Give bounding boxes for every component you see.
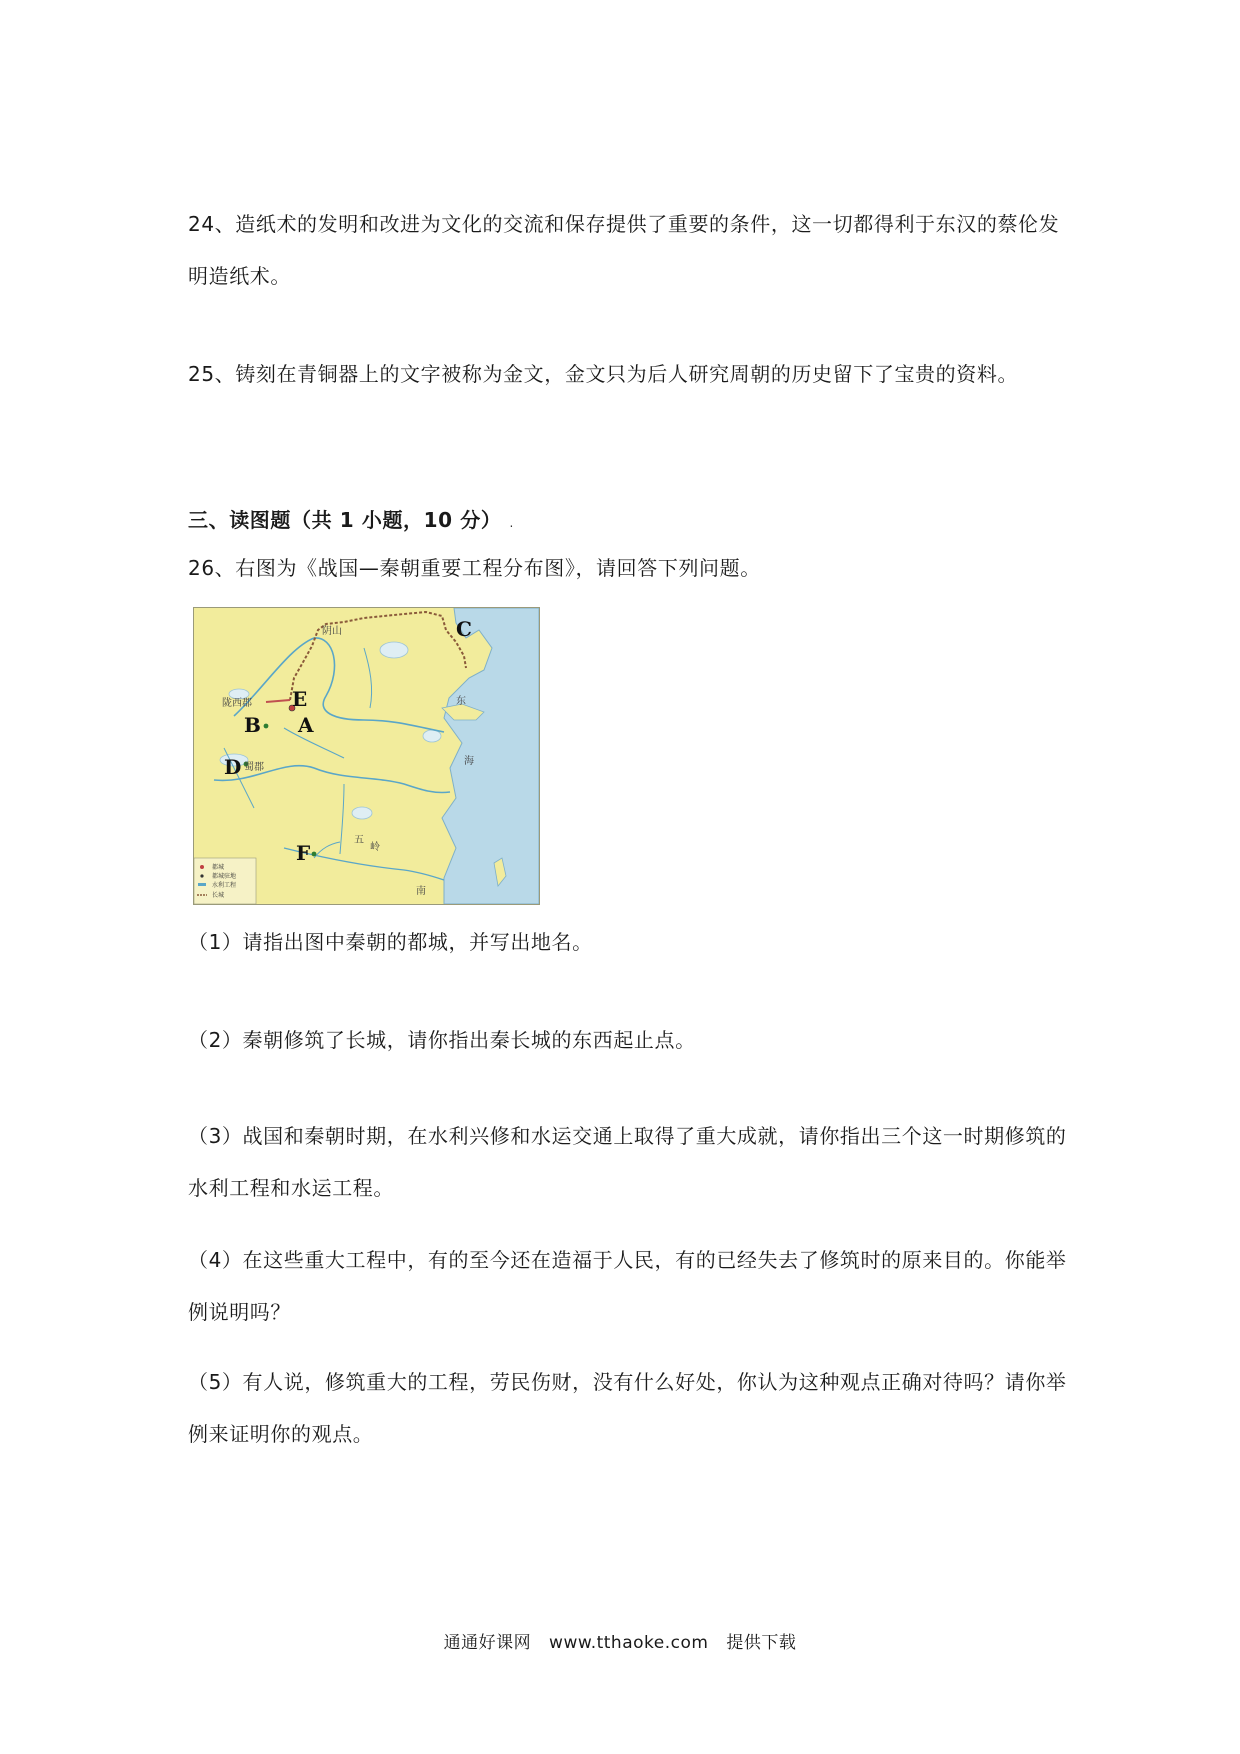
- map-river-yellow: [234, 638, 444, 732]
- question-25: 25、铸刻在青铜器上的文字被称为金文，金文只为后人研究周朝的历史留下了宝贵的资料。: [188, 362, 1019, 386]
- question-26-intro: 26、右图为《战国—秦朝重要工程分布图》，请回答下列问题。: [188, 556, 761, 580]
- question-24: 24、造纸术的发明和改进为文化的交流和保存提供了重要的条件，这一切都得利于东汉的蔡伦发明造纸术。: [188, 212, 1060, 288]
- section-3-title: [188, 494, 1068, 549]
- map-figure: [194, 608, 539, 904]
- map-place-wuling-1: 五: [354, 835, 364, 846]
- map-legend-seat: 都城驻地: [212, 873, 237, 880]
- map-site-marker-b: [264, 724, 269, 729]
- map-river-north: [364, 648, 372, 708]
- map-river-han: [284, 728, 344, 758]
- map-sea-label-2: 海: [464, 756, 474, 767]
- map-lake-5: [352, 807, 372, 819]
- map-legend-capital: 都城: [212, 864, 225, 871]
- map-legend-water: 水利工程: [212, 882, 237, 889]
- map-site-marker-f: [312, 852, 317, 857]
- question-26-sub-2: （2）秦朝修筑了长城，请你指出秦长城的东西起止点。: [188, 1028, 696, 1052]
- section-3-dot: .: [509, 516, 514, 530]
- map-great-wall-west: [266, 700, 290, 702]
- page-footer: [0, 1628, 1240, 1653]
- map-label-d: D: [224, 755, 242, 779]
- map-lake-4: [423, 730, 441, 742]
- map-label-f: F: [296, 841, 311, 865]
- footer-url[interactable]: www.tthaoke.com: [549, 1633, 709, 1653]
- map-place-yinshan: 阴山: [322, 626, 342, 637]
- map-place-wuling-2: 岭: [370, 842, 380, 853]
- map-sea-label-3: 南: [416, 886, 426, 897]
- map-river-xiang: [340, 784, 344, 854]
- question-26-sub-5: （5）有人说，修筑重大的工程，劳民伤财，没有什么好处，你认为这种观点正确对待吗？请你举例来证明你的观点。: [188, 1370, 1067, 1446]
- footer-action: 提供下载: [726, 1633, 797, 1653]
- map-legend-capital-icon: [200, 865, 204, 869]
- question-26-sub-4: （4）在这些重大工程中，有的至今还在造福于人民，有的已经失去了修筑时的原来目的。你能举例说明吗？: [188, 1248, 1067, 1324]
- section-3-title-text: 三、读图题（共 1 小题，10 分）: [188, 508, 502, 532]
- map-label-c: C: [456, 617, 472, 641]
- warring-states-qin-map: [193, 607, 540, 905]
- map-place-longxi: 陇西郡: [222, 698, 252, 709]
- question-26-sub-3: （3）战国和秦朝时期，在水利兴修和水运交通上取得了重大成就，请你指出三个这一时期修筑的水利工程和水运工程。: [188, 1124, 1067, 1200]
- map-sea: [442, 608, 539, 904]
- map-label-a: A: [298, 713, 314, 737]
- map-legend-water-icon: [198, 883, 206, 886]
- map-great-wall: [290, 612, 466, 700]
- question-26-sub-1: （1）请指出图中秦朝的都城，并写出地名。: [188, 930, 593, 954]
- map-lake-1: [380, 642, 408, 658]
- map-legend-wall: 长城: [212, 892, 225, 899]
- map-legend-box: [194, 858, 256, 904]
- map-place-shu: 蜀郡: [244, 762, 264, 773]
- map-label-e: E: [292, 687, 308, 711]
- footer-site-name: 通通好课网: [443, 1633, 532, 1653]
- map-sea-label-1: 东: [456, 696, 466, 707]
- map-label-b: B: [244, 713, 261, 737]
- map-legend-seat-icon: [200, 874, 203, 877]
